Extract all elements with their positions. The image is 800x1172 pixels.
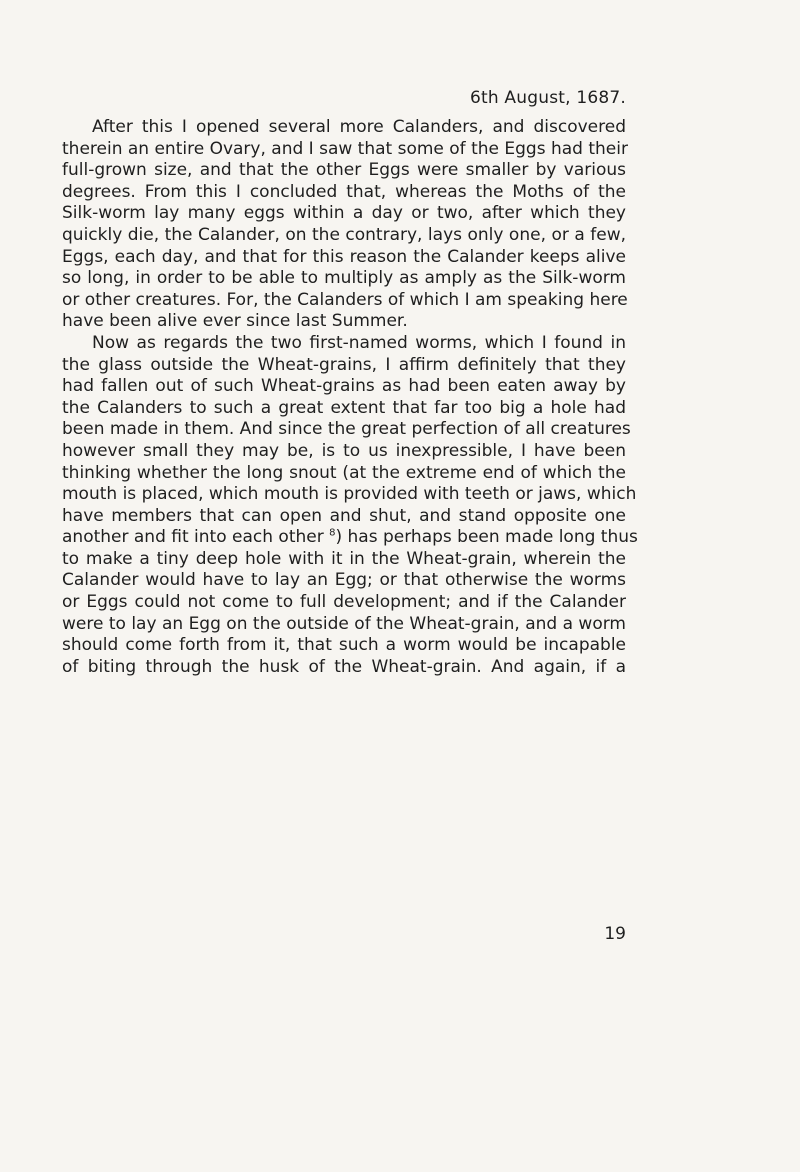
footnote-marker: 8 bbox=[329, 527, 336, 539]
text-line-5: Silk-worm lay many eggs within a day or two, after which they bbox=[62, 203, 626, 224]
body-text bbox=[62, 117, 638, 678]
text-line-20-end: ) has perhaps been made long thus bbox=[335, 527, 638, 548]
text-line-20-start: another and fit into each other bbox=[62, 527, 324, 548]
text-line-25: should come forth from it, that such a worm would be incapable bbox=[62, 635, 626, 656]
text-line-14: the Calanders to such a great extent that far too big a hole had bbox=[62, 397, 626, 418]
text-line-3: full-grown size, and that the other Eggs were smaller by various bbox=[62, 160, 626, 181]
text-line-24: were to lay an Egg on the outside of the Wheat-grain, and a worm bbox=[62, 613, 626, 634]
text-line-2: therein an entire Ovary, and I saw that some of the Eggs had their bbox=[62, 138, 628, 159]
text-line-21: to make a tiny deep hole with it in the Wheat-grain, wherein the bbox=[62, 548, 626, 569]
text-line-20 bbox=[62, 527, 638, 549]
text-line-10: have been alive ever since last Summer. bbox=[62, 311, 408, 332]
text-line-22: Calander would have to lay an Egg; or that otherwise the worms bbox=[62, 570, 626, 591]
text-line-1: After this I opened several more Calanders, and discovered bbox=[92, 117, 626, 137]
running-head-date: 6th August, 1687. bbox=[469, 88, 626, 108]
text-line-15: been made in them. And since the great perfection of all creatures bbox=[62, 419, 631, 440]
text-line-4: degrees. From this I concluded that, whereas the Moths of the bbox=[62, 181, 626, 202]
page-number: 19 bbox=[604, 924, 626, 944]
text-line-19: have members that can open and shut, and stand opposite one bbox=[62, 505, 626, 526]
text-line-26: of biting through the husk of the Wheat-grain. And again, if a bbox=[62, 656, 626, 677]
text-line-23: or Eggs could not come to full development; and if the Calander bbox=[62, 592, 626, 613]
text-line-16: however small they may be, is to us inexpressible, I have been bbox=[62, 440, 626, 461]
text-line-12: the glass outside the Wheat-grains, I affirm definitely that they bbox=[62, 354, 626, 375]
text-line-9: or other creatures. For, the Calanders of which I am speaking here bbox=[62, 289, 628, 310]
text-line-6: quickly die, the Calander, on the contrary, lays only one, or a few, bbox=[62, 224, 626, 245]
text-line-11: Now as regards the two first-named worms, which I found in bbox=[92, 332, 626, 353]
text-line-7: Eggs, each day, and that for this reason the Calander keeps alive bbox=[62, 246, 626, 267]
text-line-18: mouth is placed, which mouth is provided with teeth or jaws, which bbox=[62, 484, 637, 505]
text-line-17: thinking whether the long snout (at the extreme end of which the bbox=[62, 462, 626, 483]
text-line-8: so long, in order to be able to multiply as amply as the Silk-worm bbox=[62, 268, 626, 289]
text-line-13: had fallen out of such Wheat-grains as had been eaten away by bbox=[62, 376, 626, 397]
